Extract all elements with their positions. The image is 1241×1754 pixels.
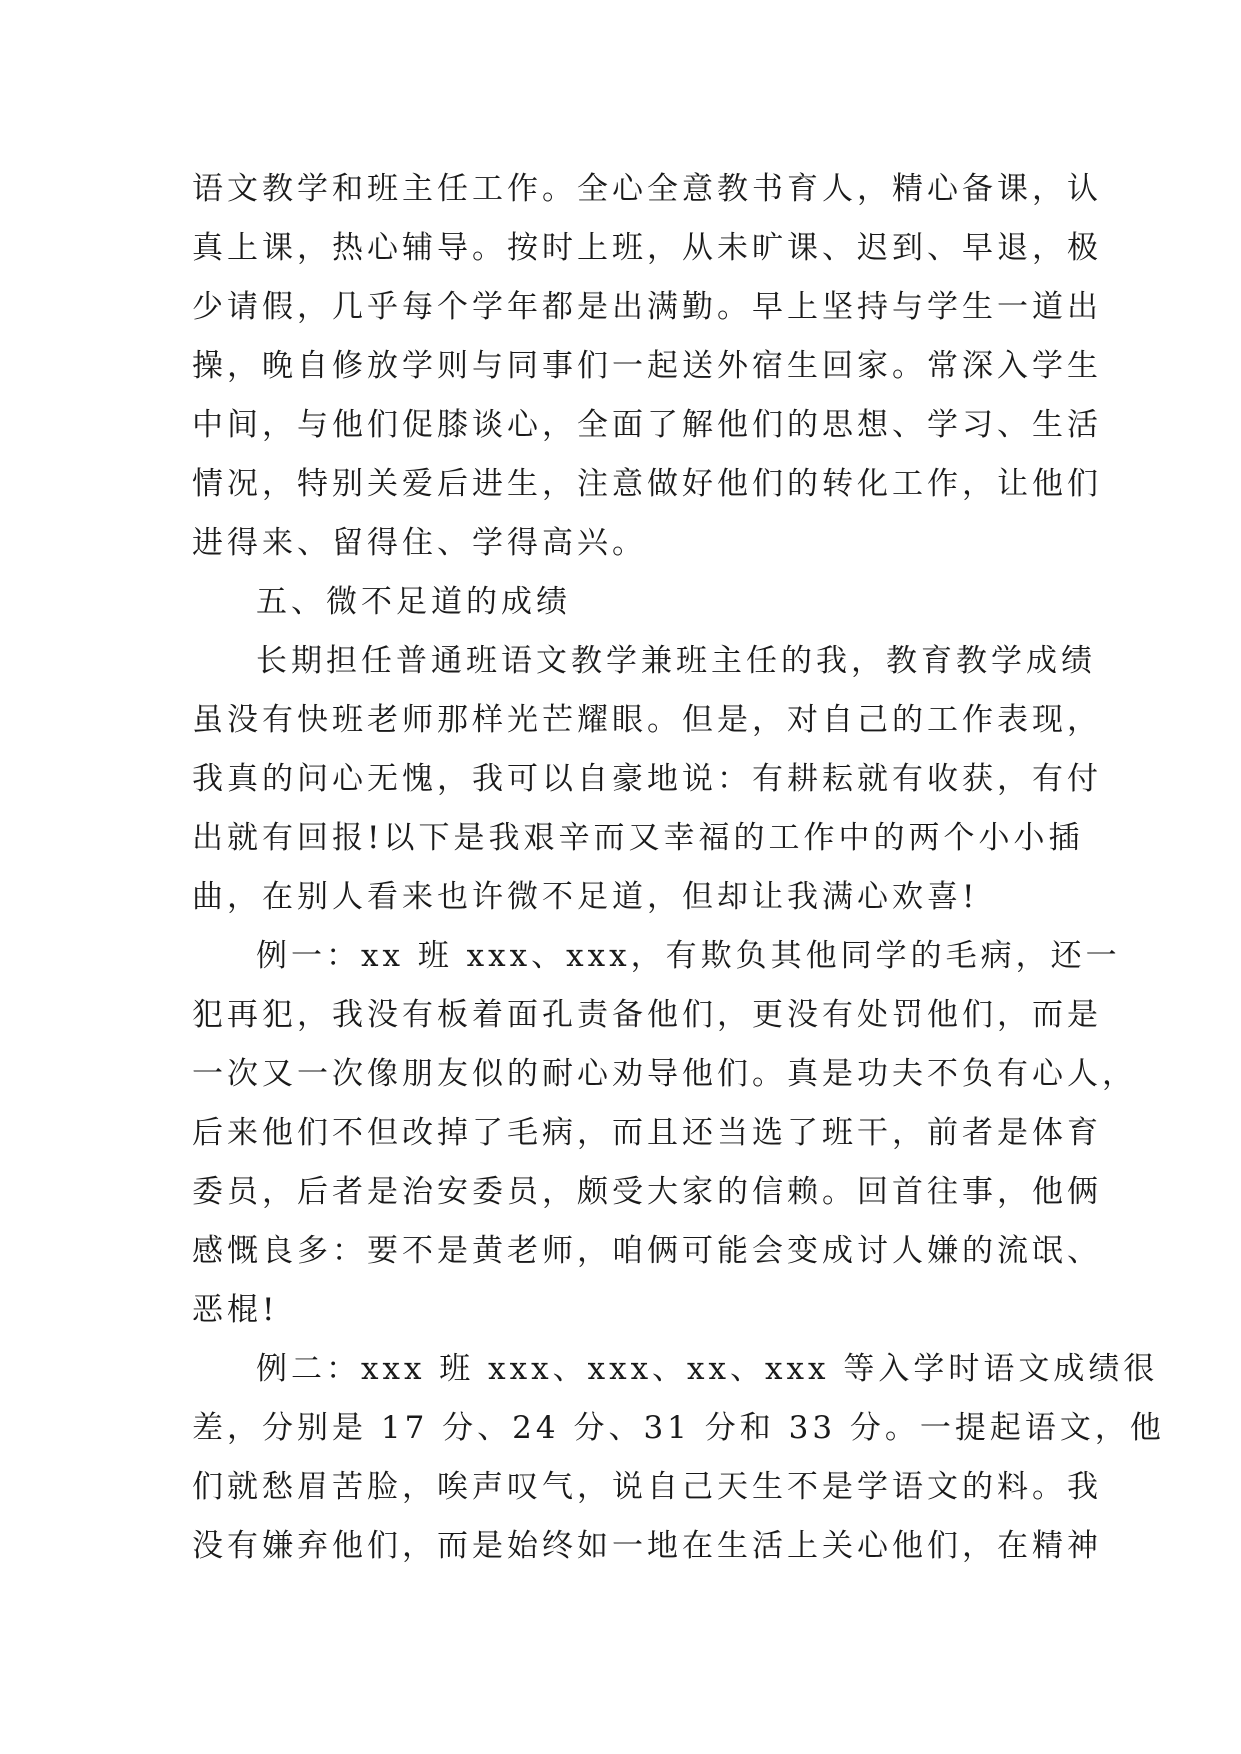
section-heading: 五、微不足道的成绩 — [256, 584, 571, 620]
text-line: 们就愁眉苦脸，唉声叹气，说自己天生不是学语文的料。我 — [192, 1469, 1102, 1505]
text-line: 犯再犯，我没有板着面孔责备他们，更没有处罚他们，而是 — [192, 997, 1102, 1033]
paragraph-start-line: 例二：xxx 班 xxx、xxx、xx、xxx 等入学时语文成绩很 — [256, 1351, 1159, 1387]
paragraph-start-line: 长期担任普通班语文教学兼班主任的我，教育教学成绩 — [256, 643, 1096, 679]
text-line: 后来他们不但改掉了毛病，而且还当选了班干，前者是体育 — [192, 1115, 1102, 1151]
document-page — [192, 160, 1165, 1576]
text-line: 操，晚自修放学则与同事们一起送外宿生回家。常深入学生 — [192, 348, 1102, 384]
text-line: 一次又一次像朋友似的耐心劝导他们。真是功夫不负有心人， — [192, 1056, 1137, 1092]
text-line: 中间，与他们促膝谈心，全面了解他们的思想、学习、生活 — [192, 407, 1102, 443]
text-line: 曲，在别人看来也许微不足道，但却让我满心欢喜! — [192, 879, 979, 915]
text-line: 差，分别是 17 分、24 分、31 分和 33 分。一提起语文，他 — [192, 1410, 1165, 1446]
text-line: 少请假，几乎每个学年都是出满勤。早上坚持与学生一道出 — [192, 289, 1102, 325]
text-line: 没有嫌弃他们，而是始终如一地在生活上关心他们，在精神 — [192, 1528, 1102, 1564]
text-line: 虽没有快班老师那样光芒耀眼。但是，对自己的工作表现， — [192, 702, 1102, 738]
text-line: 真上课，热心辅导。按时上班，从未旷课、迟到、早退，极 — [192, 230, 1102, 266]
text-line: 委员，后者是治安委员，颇受大家的信赖。回首往事，他俩 — [192, 1174, 1102, 1210]
text-line: 我真的问心无愧，我可以自豪地说：有耕耘就有收获，有付 — [192, 761, 1102, 797]
text-line: 语文教学和班主任工作。全心全意教书育人，精心备课，认 — [192, 171, 1102, 207]
paragraph-start-line: 例一：xx 班 xxx、xxx，有欺负其他同学的毛病，还一 — [256, 938, 1121, 974]
text-line: 恶棍! — [192, 1292, 279, 1328]
text-line: 感慨良多：要不是黄老师，咱俩可能会变成讨人嫌的流氓、 — [192, 1233, 1102, 1269]
text-line: 进得来、留得住、学得高兴。 — [192, 525, 647, 561]
text-line: 情况，特别关爱后进生，注意做好他们的转化工作，让他们 — [192, 466, 1102, 502]
text-line: 出就有回报!以下是我艰辛而又幸福的工作中的两个小小插 — [192, 820, 1084, 856]
